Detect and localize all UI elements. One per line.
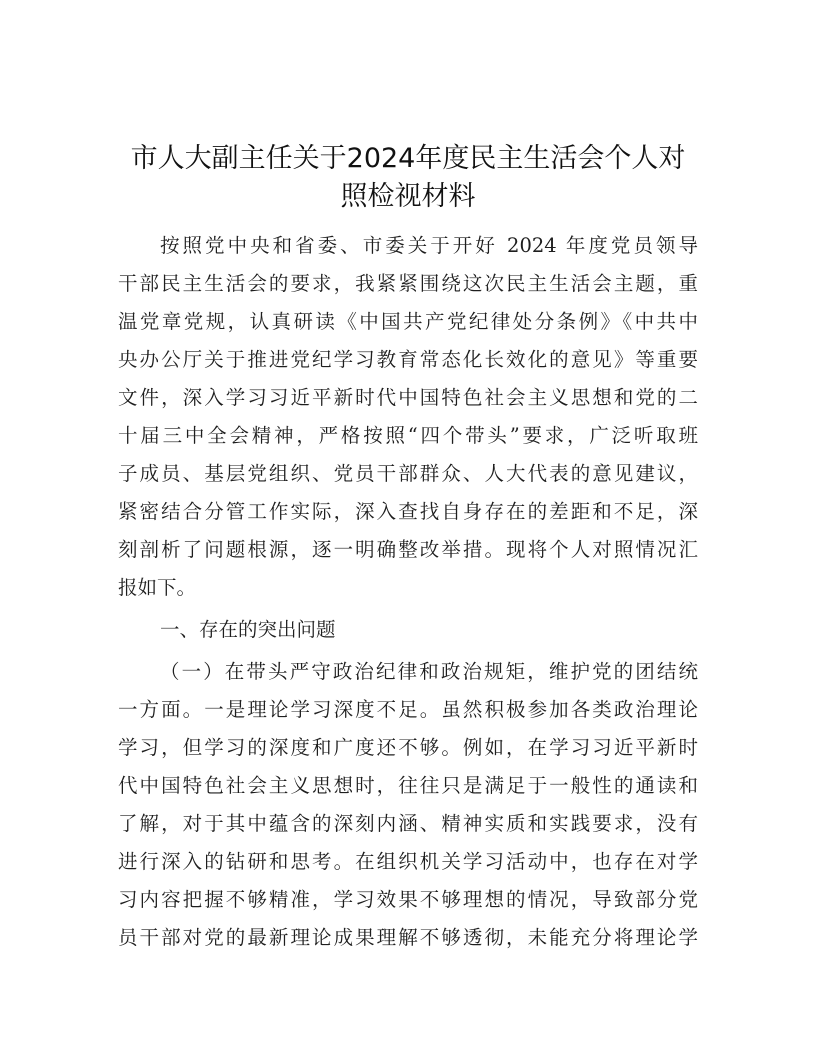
paragraph-line: 一方面。一是理论学习深度不足。虽然积极参加各类政治理论 (118, 698, 698, 721)
paragraph-line: 温党章党规，认真研读《中国共产党纪律处分条例》《中共中 (118, 310, 698, 333)
title-line-1: 市人大副主任关于2024年度民主生活会个人对 (130, 143, 686, 174)
paragraph-line: 员干部对党的最新理论成果理解不够透彻，未能充分将理论学 (118, 926, 698, 949)
paragraph-line: 报如下。 (118, 576, 197, 599)
paragraph-line: 了解，对于其中蕴含的深刻内涵、精神实质和实践要求，没有 (118, 812, 698, 835)
paragraph-line: 刻剖析了问题根源，逐一明确整改举措。现将个人对照情况汇 (118, 538, 698, 561)
paragraph-line: 十届三中全会精神，严格按照“四个带头”要求，广泛听取班 (118, 424, 698, 447)
paragraph-line: 代中国特色社会主义思想时，往往只是满足于一般性的通读和 (118, 774, 698, 797)
document-title (100, 140, 716, 216)
paragraph-line: 紧密结合分管工作实际，深入查找自身存在的差距和不足，深 (118, 500, 698, 523)
paragraph-line: 央办公厅关于推进党纪学习教育常态化长效化的意见》等重要 (118, 348, 698, 371)
paragraph-line: 按照党中央和省委、市委关于开好 2024 年度党员领导 (160, 234, 698, 257)
title-line-2: 照检视材料 (340, 181, 476, 212)
paragraph-line: 习内容把握不够精准，学习效果不够理想的情况，导致部分党 (118, 888, 698, 911)
section-heading: 一、存在的突出问题 (160, 618, 336, 641)
paragraph-line: 学习，但学习的深度和广度还不够。例如，在学习习近平新时 (118, 736, 698, 759)
paragraph-line: 进行深入的钻研和思考。在组织机关学习活动中，也存在对学 (118, 850, 698, 873)
paragraph-line: 子成员、基层党组织、党员干部群众、人大代表的意见建议， (118, 462, 698, 485)
paragraph-line: （一）在带头严守政治纪律和政治规矩，维护党的团结统 (160, 660, 698, 683)
paragraph-line: 干部民主生活会的要求，我紧紧围绕这次民主生活会主题，重 (118, 272, 698, 295)
paragraph-line: 文件，深入学习习近平新时代中国特色社会主义思想和党的二 (118, 386, 698, 409)
